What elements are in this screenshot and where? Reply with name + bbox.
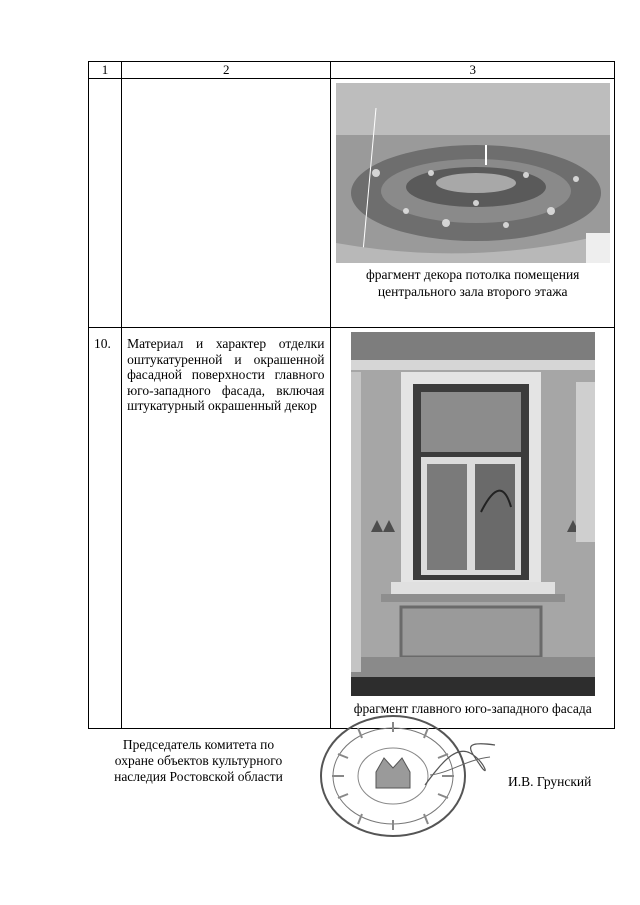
column-header-description: 2 xyxy=(122,62,331,79)
signatory-position: Председатель комитета по охране объектов культурного наследия Ростовской области xyxy=(114,737,283,784)
photo-cell xyxy=(331,328,615,729)
signatory-name: И.В. Грунский xyxy=(508,774,592,789)
ceiling-decor-photo xyxy=(336,83,610,263)
table-header-row xyxy=(89,62,615,79)
description-text: Материал и характер отделки оштукатуренной и окрашенной фасадной поверхности главного юго-западного фасада, включая штукатурный окрашенный декор xyxy=(127,336,325,414)
column-header-number: 1 xyxy=(89,62,122,79)
table-row xyxy=(89,328,615,729)
heritage-elements-table xyxy=(88,61,615,729)
row-number: 10. xyxy=(89,328,122,729)
facade-window-photo xyxy=(351,332,595,696)
row-description xyxy=(122,328,331,729)
photo-cell xyxy=(331,79,615,328)
column-header-photo: 3 xyxy=(331,62,615,79)
photo-caption: фрагмент декора потолка помещения центрального зала второго этажа xyxy=(366,267,580,299)
handwritten-signature xyxy=(420,735,500,795)
row-description xyxy=(122,79,331,328)
table-row xyxy=(89,79,615,328)
row-number xyxy=(89,79,122,328)
photo-caption: фрагмент главного юго-западного фасада xyxy=(353,701,592,716)
